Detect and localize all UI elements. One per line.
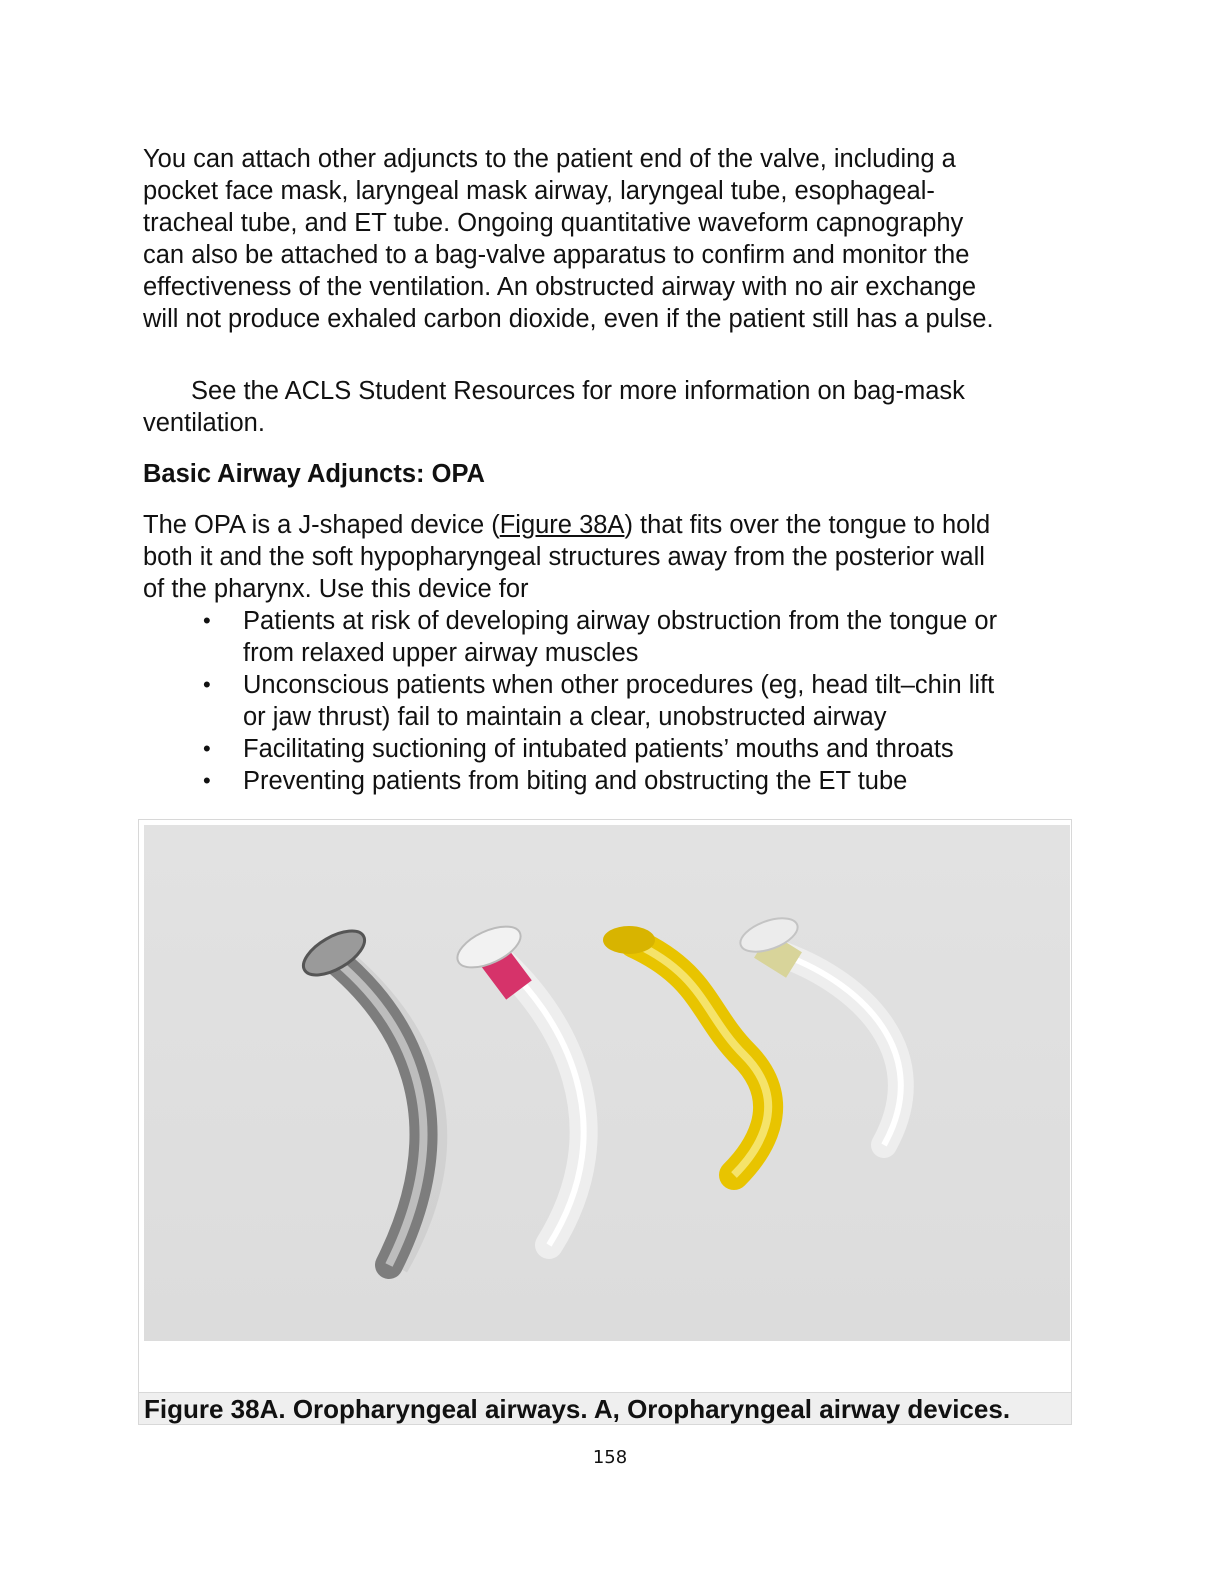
page-number: 158	[592, 1447, 628, 1468]
list-item: Preventing patients from biting and obstructing the ET tube	[243, 767, 908, 795]
figure-link[interactable]: Figure 38A	[499, 511, 625, 539]
bullet-icon: •	[203, 736, 211, 761]
text-line: You can attach other adjuncts to the patient end of the valve, including a	[143, 145, 956, 173]
text-line: pocket face mask, laryngeal mask airway, laryngeal tube, esophageal-	[143, 177, 935, 205]
text: ) that fits over the tongue to hold	[624, 511, 991, 539]
text-line: tracheal tube, and ET tube. Ongoing quantitative waveform capnography	[143, 209, 964, 237]
list-item: Patients at risk of developing airway obstruction from the tongue or	[243, 607, 998, 635]
text: The OPA is a J-shaped device (	[143, 511, 500, 539]
section-heading: Basic Airway Adjuncts: OPA	[143, 460, 485, 488]
text-line: of the pharynx. Use this device for	[143, 575, 529, 603]
list-item: Facilitating suctioning of intubated patients’ mouths and throats	[243, 735, 954, 763]
bullet-icon: •	[203, 672, 211, 697]
text-line: can also be attached to a bag-valve apparatus to confirm and monitor the	[143, 241, 970, 269]
figure-38a	[138, 819, 1072, 1425]
list-item-cont: from relaxed upper airway muscles	[243, 639, 639, 667]
oropharyngeal-airways-photo	[144, 825, 1070, 1341]
text-line: both it and the soft hypopharyngeal structures away from the posterior wall	[143, 543, 985, 571]
bullet-icon: •	[203, 608, 211, 633]
list-item: Unconscious patients when other procedures (eg, head tilt–chin lift	[243, 671, 995, 699]
bullet-icon: •	[203, 768, 211, 793]
list-item-cont: or jaw thrust) fail to maintain a clear, unobstructed airway	[243, 703, 887, 731]
text-line: will not produce exhaled carbon dioxide, even if the patient still has a pulse.	[143, 305, 994, 333]
text-line: ventilation.	[143, 409, 265, 437]
text-line: See the ACLS Student Resources for more information on bag-mask	[191, 377, 965, 405]
text-line: effectiveness of the ventilation. An obstructed airway with no air exchange	[143, 273, 977, 301]
text-line	[143, 509, 990, 541]
figure-caption: Figure 38A. Oropharyngeal airways. A, Oropharyngeal airway devices.	[139, 1392, 1071, 1424]
